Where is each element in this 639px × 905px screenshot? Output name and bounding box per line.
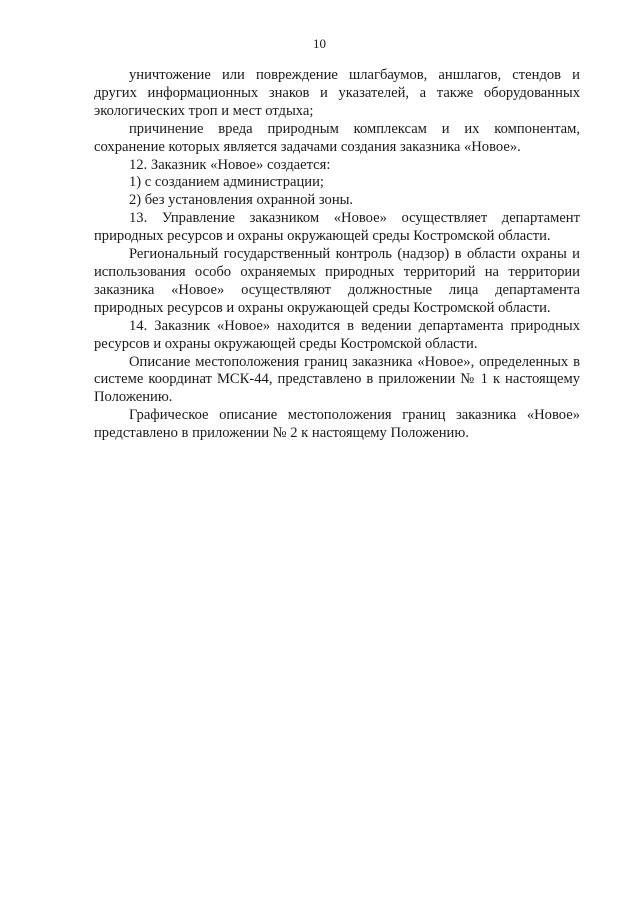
paragraph: 12. Заказник «Новое» создается:	[129, 156, 331, 173]
paragraph: 13. Управление заказником «Новое» осуществляет департамент природных ресурсов и охраны окружающей среды Костромской области.	[94, 210, 580, 245]
paragraph: уничтожение или повреждение шлагбаумов, аншлагов, стендов и других информационных знаков и указателей, а также оборудованных экологических троп и мест отдыха;	[94, 67, 580, 119]
paragraph: Региональный государственный контроль (надзор) в области охраны и использования особо охраняемых природных территорий на территории заказника «Новое» осуществляют должностные лица департамента природных ресурсов и охраны окружающей среды Костромской области.	[94, 246, 580, 316]
paragraph: 14. Заказник «Новое» находится в ведении департамента природных ресурсов и охраны окружающей среды Костромской области.	[94, 317, 580, 352]
paragraph: Описание местоположения границ заказника «Новое», определенных в системе координат МСК-44, представлено в приложении № 1 к настоящему Положению.	[94, 353, 580, 406]
paragraph: Графическое описание местоположения границ заказника «Новое» представлено в приложении № 2 к настоящему Положению.	[94, 407, 580, 442]
paragraph: причинение вреда природным комплексам и их компонентам, сохранение которых является задачами создания заказника «Новое».	[94, 120, 580, 155]
paragraph: 2) без установления охранной зоны.	[129, 192, 354, 209]
paragraph: 1) с созданием администрации;	[129, 174, 324, 191]
page-number: 10	[313, 36, 326, 51]
document-body	[94, 67, 580, 443]
